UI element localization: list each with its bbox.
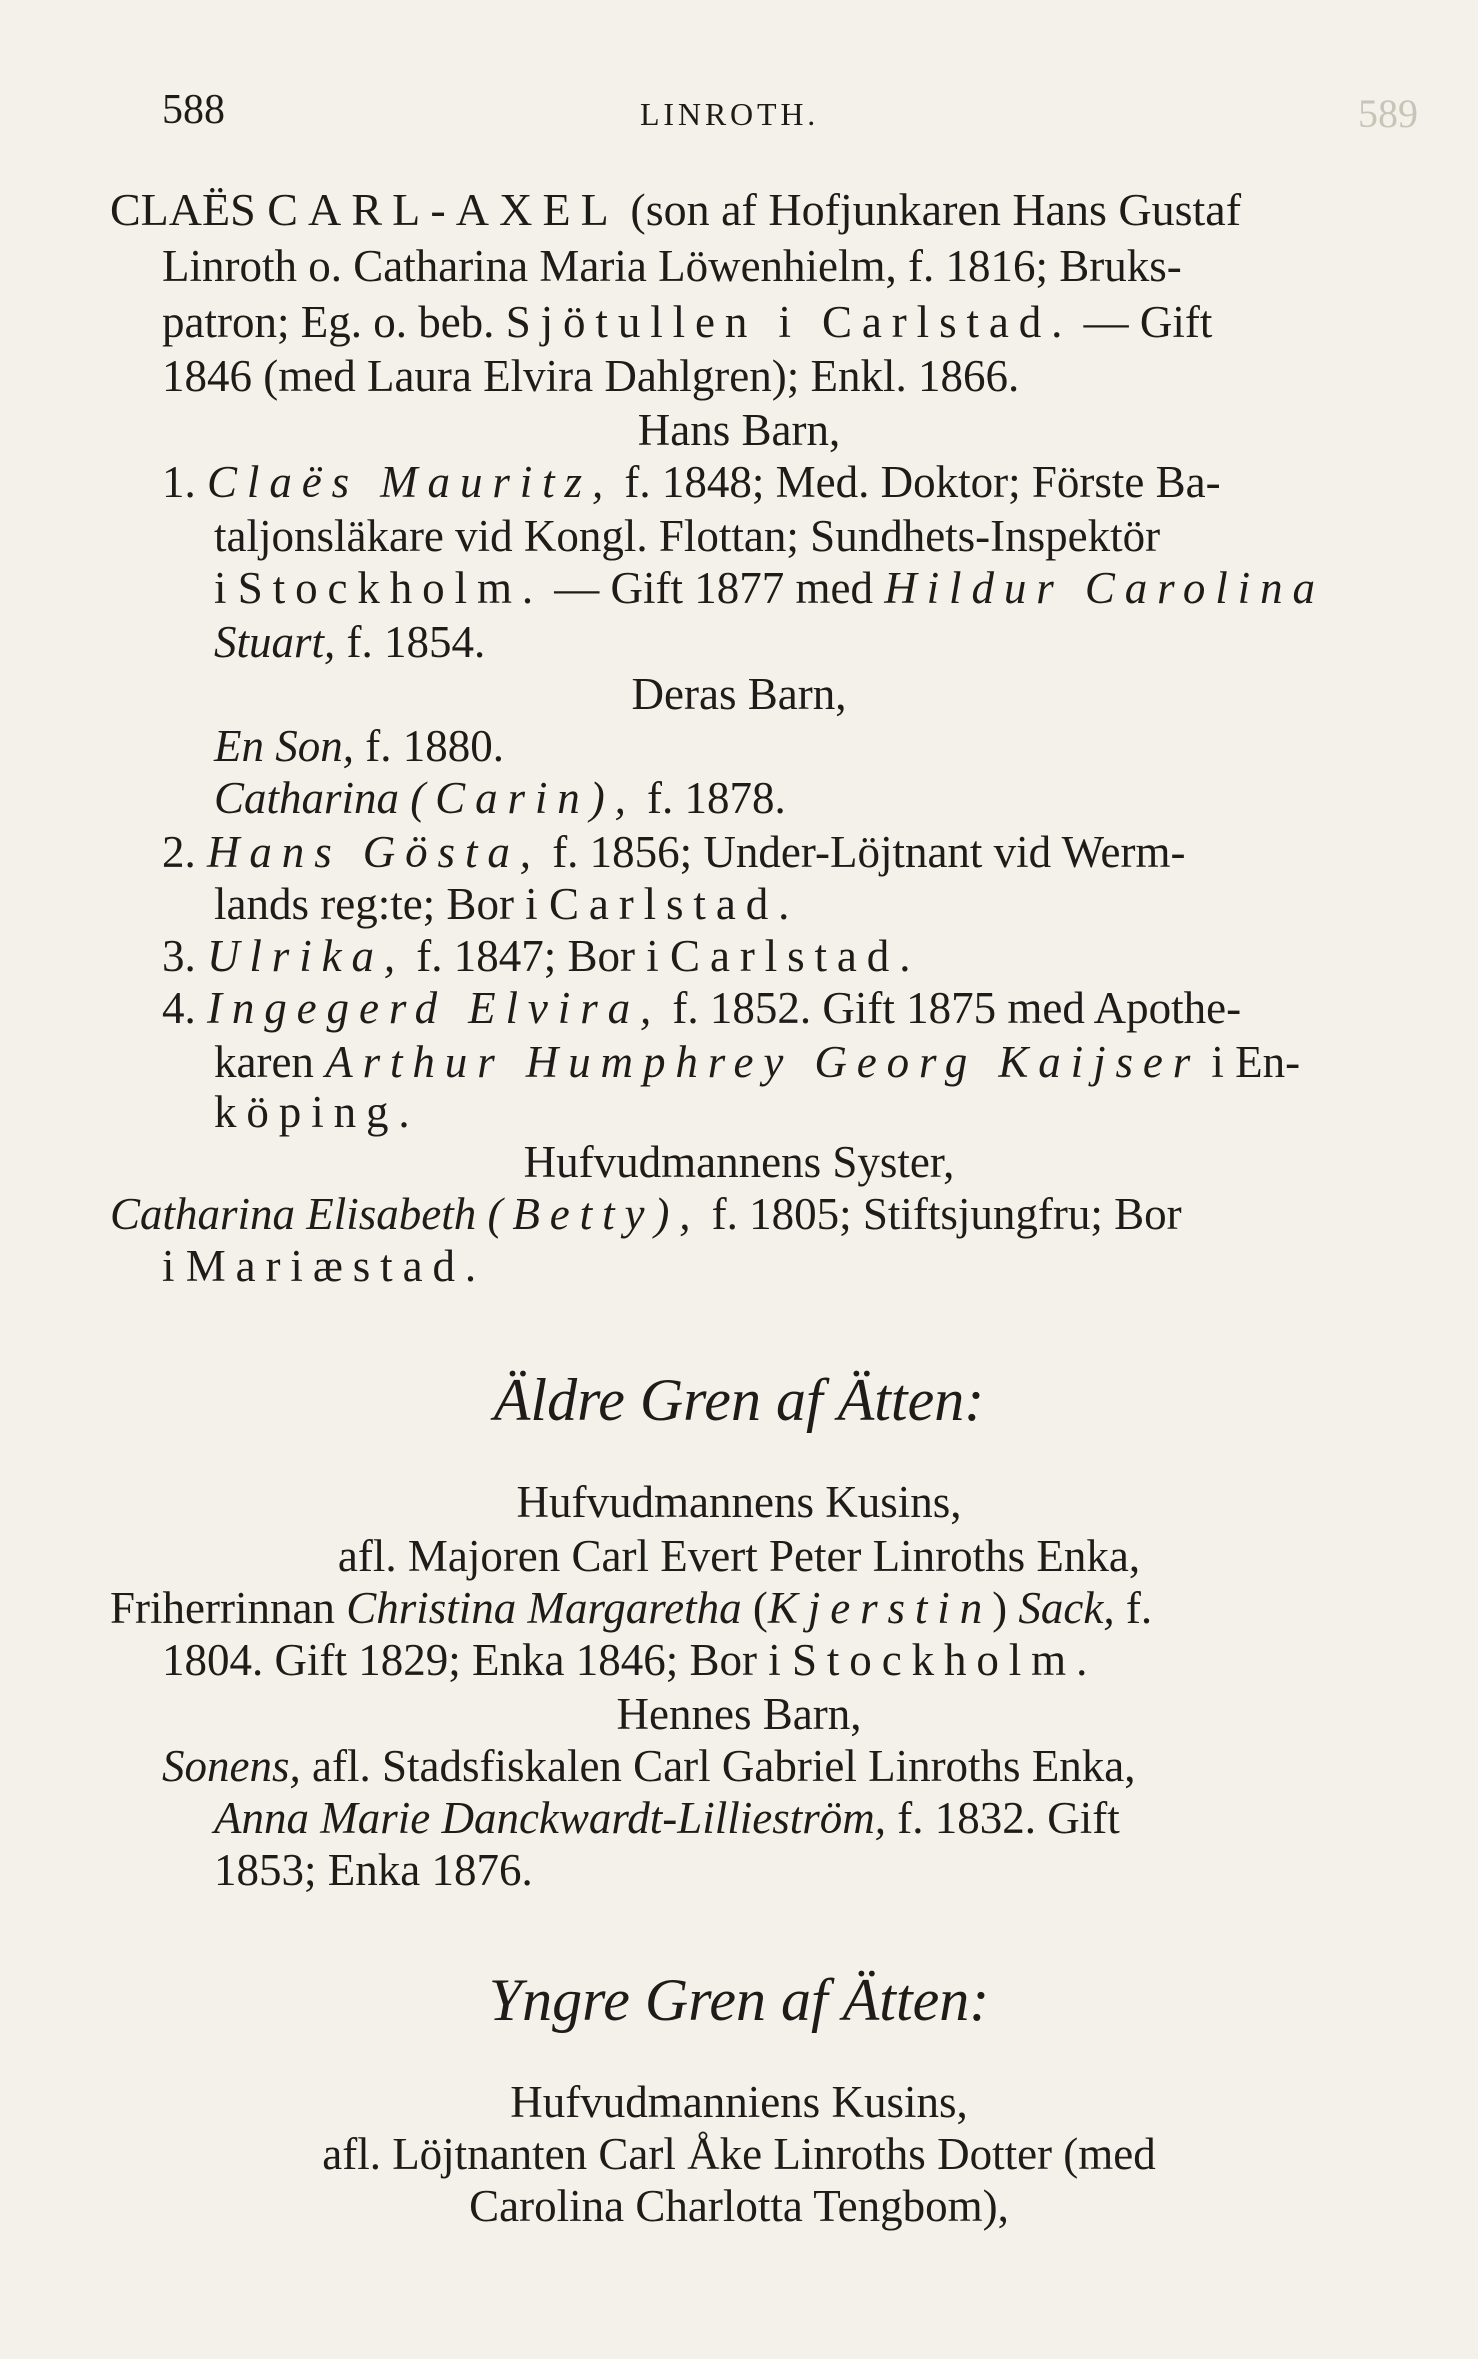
subheading-kusins: Hufvudmannens Kusins,: [516, 1477, 962, 1527]
sister-line-1: Catharina Elisabeth (Betty), f. 1805; Stiftsjungfru; Bor: [110, 1189, 1182, 1239]
entry-line-1: CLAËS CARL-AXEL (son af Hofjunkaren Hans Gustaf: [110, 184, 1242, 235]
child-1-line-4: Stuart, f. 1854.: [214, 617, 486, 667]
subheading-syster: Hufvudmannens Syster,: [523, 1137, 955, 1187]
subheading-hans-barn: Hans Barn,: [637, 405, 841, 455]
sister-line-2: i Mariæstad.: [162, 1241, 486, 1291]
aldre-line-6: Sonens, afl. Stadsfiskalen Carl Gabriel Linroths Enka,: [162, 1741, 1136, 1791]
aldre-line-3: Friherrinnan Christina Margaretha (Kjerstin) Sack, f.: [110, 1583, 1153, 1633]
subheading-hennes-barn: Hennes Barn,: [616, 1689, 862, 1739]
child-4-line-1: 4. Ingegerd Elvira, f. 1852. Gift 1875 med Apothe-: [162, 983, 1242, 1033]
child-2-line-1: 2. Hans Gösta, f. 1856; Under-Löjtnant vid Werm-: [162, 827, 1186, 877]
section-heading-yngre-gren: Yngre Gren af Ätten:: [488, 1967, 990, 2033]
child-3: 3. Ulrika, f. 1847; Bor i Carlstad.: [162, 931, 921, 981]
person-name: CARL-AXEL: [267, 184, 619, 235]
entry-line-2: Linroth o. Catharina Maria Löwenhielm, f. 1816; Bruks-: [162, 241, 1182, 291]
child-2-line-2: lands reg:te; Bor i Carlstad.: [214, 879, 800, 929]
child-1-line-3: i Stockholm. — Gift 1877 med Hildur Carolina: [214, 563, 1325, 613]
bleed-through-page-number: 589: [1358, 91, 1418, 136]
aldre-line-8: 1853; Enka 1876.: [214, 1845, 533, 1895]
entry-line-4: 1846 (med Laura Elvira Dahlgren); Enkl. 1866.: [162, 351, 1020, 401]
grandchild-2: Catharina (Carin), f. 1878.: [214, 773, 786, 823]
yngre-line-3: Carolina Charlotta Tengbom),: [469, 2181, 1009, 2231]
subheading-deras-barn: Deras Barn,: [631, 669, 847, 719]
section-heading-aldre-gren: Äldre Gren af Ätten:: [493, 1367, 985, 1433]
running-title: LINROTH.: [640, 96, 820, 132]
aldre-line-4: 1804. Gift 1829; Enka 1846; Bor i Stockholm.: [162, 1635, 1098, 1685]
child-4-line-3: köping.: [214, 1087, 420, 1137]
yngre-subheading-kusins: Hufvudmanniens Kusins,: [510, 2077, 968, 2127]
entry-line-3: patron; Eg. o. beb. Sjötullen i Carlstad. — Gift: [162, 297, 1213, 347]
aldre-line-2: afl. Majoren Carl Evert Peter Linroths Enka,: [337, 1531, 1141, 1581]
yngre-line-2: afl. Löjtnanten Carl Åke Linroths Dotter (med: [322, 2129, 1156, 2179]
grandchild-1: En Son, f. 1880.: [214, 721, 504, 771]
child-4-line-2: karen Arthur Humphrey Georg Kaijser i En-: [214, 1037, 1301, 1087]
page-number: 588: [162, 87, 225, 133]
aldre-line-7: Anna Marie Danckwardt-Lillieström, f. 1832. Gift: [214, 1793, 1120, 1843]
child-1-line-2: taljonsläkare vid Kongl. Flottan; Sundhets-Inspektör: [214, 511, 1161, 561]
child-1-line-1: 1. Claës Mauritz, f. 1848; Med. Doktor; Förste Ba-: [162, 457, 1221, 507]
